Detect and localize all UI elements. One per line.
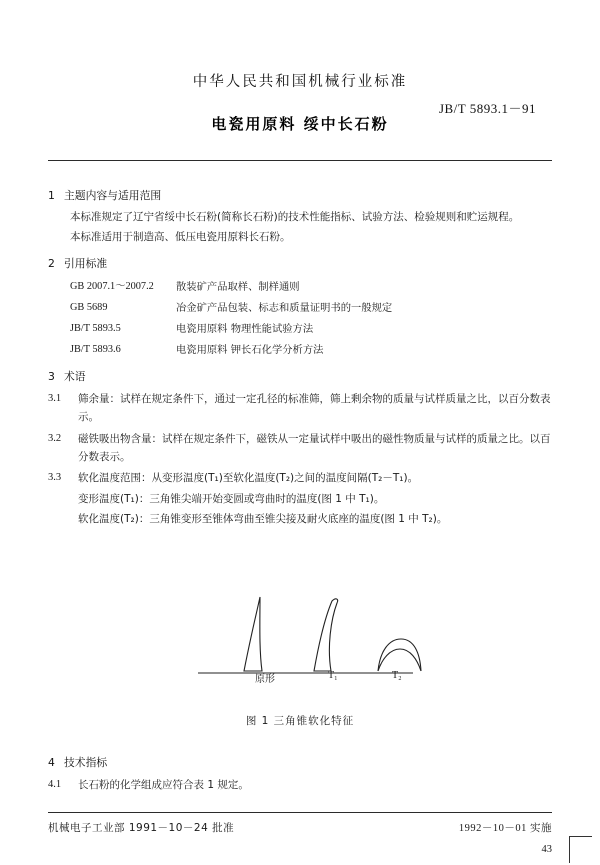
section-1-paragraph-2: 本标准适用于制造高、低压电瓷用原料长石粉。 bbox=[70, 230, 291, 243]
header-divider bbox=[48, 160, 552, 161]
clause-4-1 bbox=[48, 776, 552, 794]
footer-implementation: 1992－10－01 实施 bbox=[458, 823, 552, 834]
footer-divider bbox=[48, 812, 552, 813]
reference-row bbox=[48, 320, 552, 338]
clause-3-2 bbox=[48, 430, 552, 467]
clause-3-1 bbox=[48, 390, 552, 427]
section-number-3: 3 bbox=[48, 369, 55, 383]
clause-number: 4.1 bbox=[48, 778, 62, 790]
corner-mark bbox=[569, 836, 592, 863]
figure-1-caption: 图 1 三角锥软化特征 bbox=[245, 715, 355, 727]
section-number-1: 1 bbox=[48, 189, 55, 202]
clause-text: 磁铁吸出物含量：试样在规定条件下，磁铁从一定量试样中吸出的磁性物质量与试样的质量之比。以百分数表示。 bbox=[78, 432, 551, 463]
figure-label-t1: T₁ bbox=[328, 670, 338, 681]
clause-number: 3.2 bbox=[48, 432, 62, 444]
page-number: 43 bbox=[541, 844, 552, 855]
section-title-1: 主题内容与适用范围 bbox=[64, 189, 162, 202]
document-body bbox=[48, 178, 552, 528]
reference-list bbox=[48, 278, 552, 359]
figure-label-t2: T₂ bbox=[392, 670, 402, 681]
clause-number: 3.1 bbox=[48, 392, 62, 404]
reference-desc: 散装矿产品取样、制样通则 bbox=[176, 280, 300, 293]
section-title-4: 技术指标 bbox=[64, 756, 108, 769]
reference-code: JB/T 5893.6 bbox=[70, 343, 121, 355]
section-heading-3 bbox=[48, 368, 552, 387]
clause-text: 长石粉的化学组成应符合表 1 规定。 bbox=[78, 778, 249, 791]
reference-code: GB 5689 bbox=[70, 301, 108, 313]
reference-desc: 电瓷用原料 钾长石化学分析方法 bbox=[176, 343, 324, 356]
section-heading-1 bbox=[48, 187, 552, 206]
document-body-continued bbox=[48, 745, 552, 794]
clause-text: 筛余量：试样在规定条件下，通过一定孔径的标准筛，筛上剩余物的质量与试样质量之比，以百分数表示。 bbox=[78, 392, 551, 424]
figure-label-original: 原形 bbox=[255, 674, 275, 685]
reference-code: JB/T 5893.5 bbox=[70, 322, 121, 334]
reference-code: GB 2007.1～2007.2 bbox=[70, 280, 154, 292]
section-1-paragraph-1: 本标准规定了辽宁省绥中长石粉(简称长石粉)的技术性能指标、试验方法、检验规则和贮运规程。 bbox=[70, 210, 520, 223]
reference-row bbox=[48, 341, 552, 359]
standard-organization: 中华人民共和国机械行业标准 bbox=[192, 74, 408, 90]
footer-approval: 机械电子工业部 1991－10－24 批准 bbox=[48, 822, 235, 834]
reference-desc: 电瓷用原料 物理性能试验方法 bbox=[176, 322, 314, 335]
document-title: 电瓷用原料 绥中长石粉 bbox=[211, 115, 389, 133]
clause-3-3-sub-2: 软化温度(T₂)：三角锥变形至锥体弯曲至锥尖接及耐火底座的温度(图 1 中 T₂)。 bbox=[78, 513, 448, 526]
section-number-4: 4 bbox=[48, 756, 55, 769]
reference-row bbox=[48, 299, 552, 317]
clause-3-3 bbox=[48, 469, 552, 487]
clause-text: 软化温度范围：从变形温度(T₁)至软化温度(T₂)之间的温度间隔(T₂－T₁)。 bbox=[78, 472, 419, 485]
section-heading-4 bbox=[48, 754, 552, 773]
figure-1 bbox=[48, 575, 552, 735]
reference-row bbox=[48, 278, 552, 296]
clause-number: 3.3 bbox=[48, 472, 62, 484]
section-title-2: 引用标准 bbox=[64, 256, 108, 270]
standard-code: JB/T 5893.1－91 bbox=[438, 101, 536, 116]
reference-desc: 冶金矿产品包装、标志和质量证明书的一般规定 bbox=[176, 301, 393, 314]
clause-3-3-sub-1: 变形温度(T₁)：三角锥尖端开始变圆或弯曲时的温度(图 1 中 T₁)。 bbox=[78, 492, 385, 505]
footer bbox=[48, 820, 552, 835]
section-number-2: 2 bbox=[48, 256, 55, 270]
section-title-3: 术语 bbox=[64, 369, 86, 383]
figure-1-drawing bbox=[48, 575, 552, 705]
section-heading-2 bbox=[48, 255, 552, 274]
